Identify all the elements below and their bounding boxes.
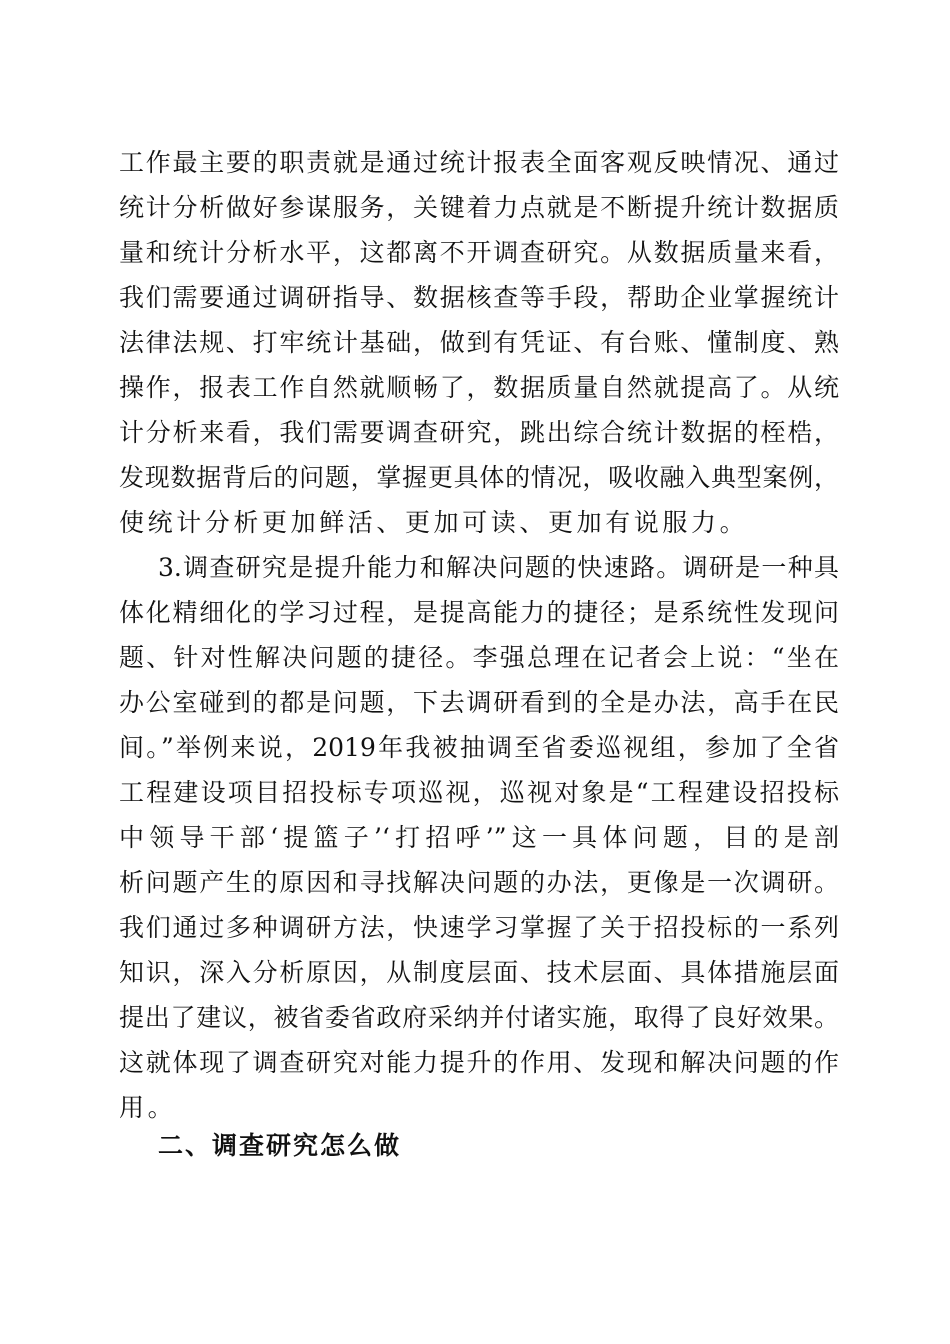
text-line: 中领导干部‘提篮子’‘打招呼’”这一具体问题，目的是剖 xyxy=(119,823,839,852)
text-line: 题、针对性解决问题的捷径。李强总理在记者会上说：“坐在 xyxy=(119,643,839,672)
text-line: 体化精细化的学习过程，是提高能力的捷径；是系统性发现问 xyxy=(119,598,839,627)
text-line: 发现数据背后的问题，掌握更具体的情况，吸收融入典型案例， xyxy=(119,463,839,492)
text-line: 量和统计分析水平，这都离不开调查研究。从数据质量来看， xyxy=(119,238,839,267)
paragraph-first-line: 3.调查研究是提升能力和解决问题的快速路。调研是一种具 xyxy=(158,553,839,582)
text-line: 使统计分析更加鲜活、更加可读、更加有说服力。 xyxy=(119,508,749,537)
text-line: 统计分析做好参谋服务，关键着力点就是不断提升统计数据质 xyxy=(119,193,839,222)
text-line: 这就体现了调查研究对能力提升的作用、发现和解决问题的作 xyxy=(119,1048,839,1077)
text-line: 办公室碰到的都是问题，下去调研看到的全是办法，高手在民 xyxy=(119,688,839,717)
text-line: 计分析来看，我们需要调查研究，跳出综合统计数据的桎梏， xyxy=(119,418,839,447)
text-line: 用。 xyxy=(119,1093,177,1122)
section-heading: 二、调查研究怎么做 xyxy=(158,1131,402,1160)
text-line: 间。”举例来说，2019年我被抽调至省委巡视组，参加了全省 xyxy=(119,733,839,762)
text-line: 操作，报表工作自然就顺畅了，数据质量自然就提高了。从统 xyxy=(119,373,839,402)
text-line: 我们需要通过调研指导、数据核查等手段，帮助企业掌握统计 xyxy=(119,283,839,312)
text-line: 析问题产生的原因和寻找解决问题的办法，更像是一次调研。 xyxy=(119,868,839,897)
text-line: 知识，深入分析原因，从制度层面、技术层面、具体措施层面 xyxy=(119,958,839,987)
text-line: 法律法规、打牢统计基础，做到有凭证、有台账、懂制度、熟 xyxy=(119,328,839,357)
text-line: 工程建设项目招投标专项巡视，巡视对象是“工程建设招投标 xyxy=(119,778,839,807)
text-line: 工作最主要的职责就是通过统计报表全面客观反映情况、通过 xyxy=(119,148,839,177)
text-line: 我们通过多种调研方法，快速学习掌握了关于招投标的一系列 xyxy=(119,913,839,942)
text-line: 提出了建议，被省委省政府采纳并付诸实施，取得了良好效果。 xyxy=(119,1003,839,1032)
